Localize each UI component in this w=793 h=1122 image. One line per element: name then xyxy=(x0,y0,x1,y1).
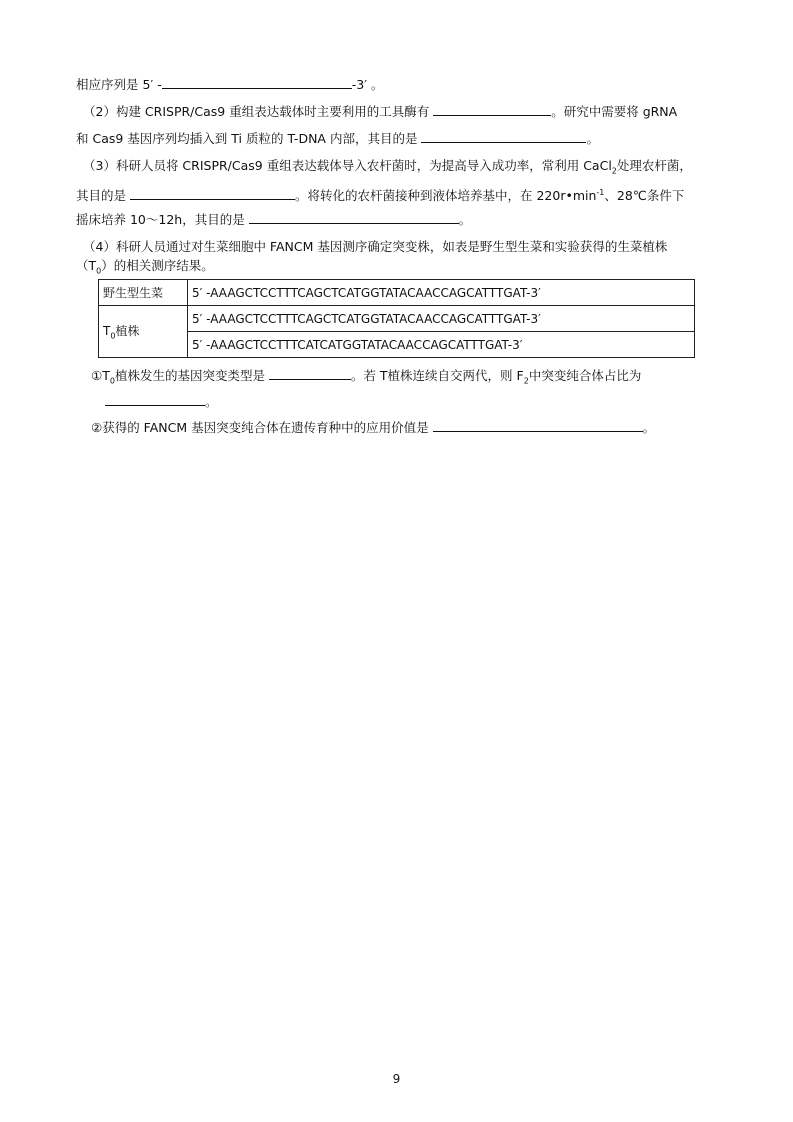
text: 。 xyxy=(205,394,218,409)
text: 和 Cas9 基因序列均插入到 Ti 质粒的 T-DNA 内部，其目的是 xyxy=(76,131,418,146)
answer-blank[interactable] xyxy=(269,366,351,380)
text: ）的相关测序结果。 xyxy=(101,258,214,273)
subquestion-1-line-2 xyxy=(105,392,745,412)
text: 其目的是 xyxy=(76,188,127,204)
sequencing-table xyxy=(98,279,695,358)
answer-blank[interactable] xyxy=(433,418,643,432)
t0-sequence-2: 5′ -AAAGCTCCTTTCATCATGGTATACAACCAGCATTTGAT-3′ xyxy=(188,332,695,358)
answer-blank[interactable] xyxy=(130,186,295,200)
text: 。 xyxy=(642,420,656,435)
text: ①T xyxy=(91,368,110,383)
text: 中突变纯合体占比为 xyxy=(528,368,642,383)
subscript: 0 xyxy=(110,331,116,341)
text: 。将转化的农杆菌接种到液体培养基中，在 220r•min xyxy=(295,188,597,204)
text: 摇床培养 10～12h，其目的是 xyxy=(76,212,245,227)
question-2-line-2 xyxy=(76,129,716,149)
text: （T xyxy=(76,258,97,273)
text: （2）构建 CRISPR/Cas9 重组表达载体时主要利用的工具酶有 xyxy=(83,104,430,119)
text: -3′ 。 xyxy=(351,77,384,92)
superscript: -1 xyxy=(596,188,605,197)
t0-sequence-1: 5′ -AAAGCTCCTTTCAGCTCATGGTATACAACCAGCATTTGAT-3′ xyxy=(188,306,695,332)
wild-type-label: 野生型生菜 xyxy=(99,280,188,306)
question-4-line-2 xyxy=(76,256,716,282)
subscript: 0 xyxy=(96,266,102,276)
text: （3）科研人员将 CRISPR/Cas9 重组表达载体导入农杆菌时，为提高导入成功率，常利用 CaCl xyxy=(83,158,612,173)
text: 。若 T xyxy=(350,368,388,383)
page-number: 9 xyxy=(392,1072,401,1086)
answer-blank[interactable] xyxy=(249,210,459,224)
text: 相应序列是 5′ - xyxy=(76,77,162,92)
question-2-line-1 xyxy=(83,102,723,122)
answer-blank[interactable] xyxy=(162,75,352,89)
subscript: 0 xyxy=(109,376,115,386)
answer-blank[interactable] xyxy=(421,129,586,143)
text: 处理农杆菌， xyxy=(616,158,692,173)
text: 。 xyxy=(458,212,472,227)
question-4-line-1 xyxy=(83,237,723,257)
text: 。 xyxy=(586,131,599,146)
subscript: 2 xyxy=(611,166,617,176)
wild-type-sequence: 5′ -AAAGCTCCTTTCAGCTCATGGTATACAACCAGCATTTGAT-3′ xyxy=(188,280,695,306)
table-row xyxy=(99,280,695,306)
question-3-line-2 xyxy=(76,183,716,206)
text: ②获得的 FANCM 基因突变纯合体在遗传育种中的应用价值是 xyxy=(91,420,429,435)
table-row xyxy=(99,306,695,332)
text: （4）科研人员通过对生菜细胞中 FANCM 基因测序确定突变株，如表是野生型生菜和实验获得的生菜植株 xyxy=(83,239,668,254)
subquestion-1-line-1 xyxy=(91,366,731,392)
question-3-line-1 xyxy=(83,156,723,182)
answer-blank[interactable] xyxy=(105,392,205,406)
text: 。研究中需要将 gRNA xyxy=(551,104,678,119)
text: 植株连续自交两代，则 F xyxy=(387,368,524,383)
t0-plant-label xyxy=(99,306,188,358)
answer-blank[interactable] xyxy=(433,102,551,116)
text: 植株 xyxy=(115,324,140,339)
line-sequence-answer xyxy=(76,75,716,95)
text: 植株发生的基因突变类型是 xyxy=(114,368,265,383)
subscript: 2 xyxy=(523,376,529,386)
text: 、28℃条件下 xyxy=(604,188,685,204)
question-3-line-3 xyxy=(76,210,716,230)
subquestion-2 xyxy=(91,418,731,438)
table-row xyxy=(99,332,695,358)
text: T xyxy=(103,324,111,339)
